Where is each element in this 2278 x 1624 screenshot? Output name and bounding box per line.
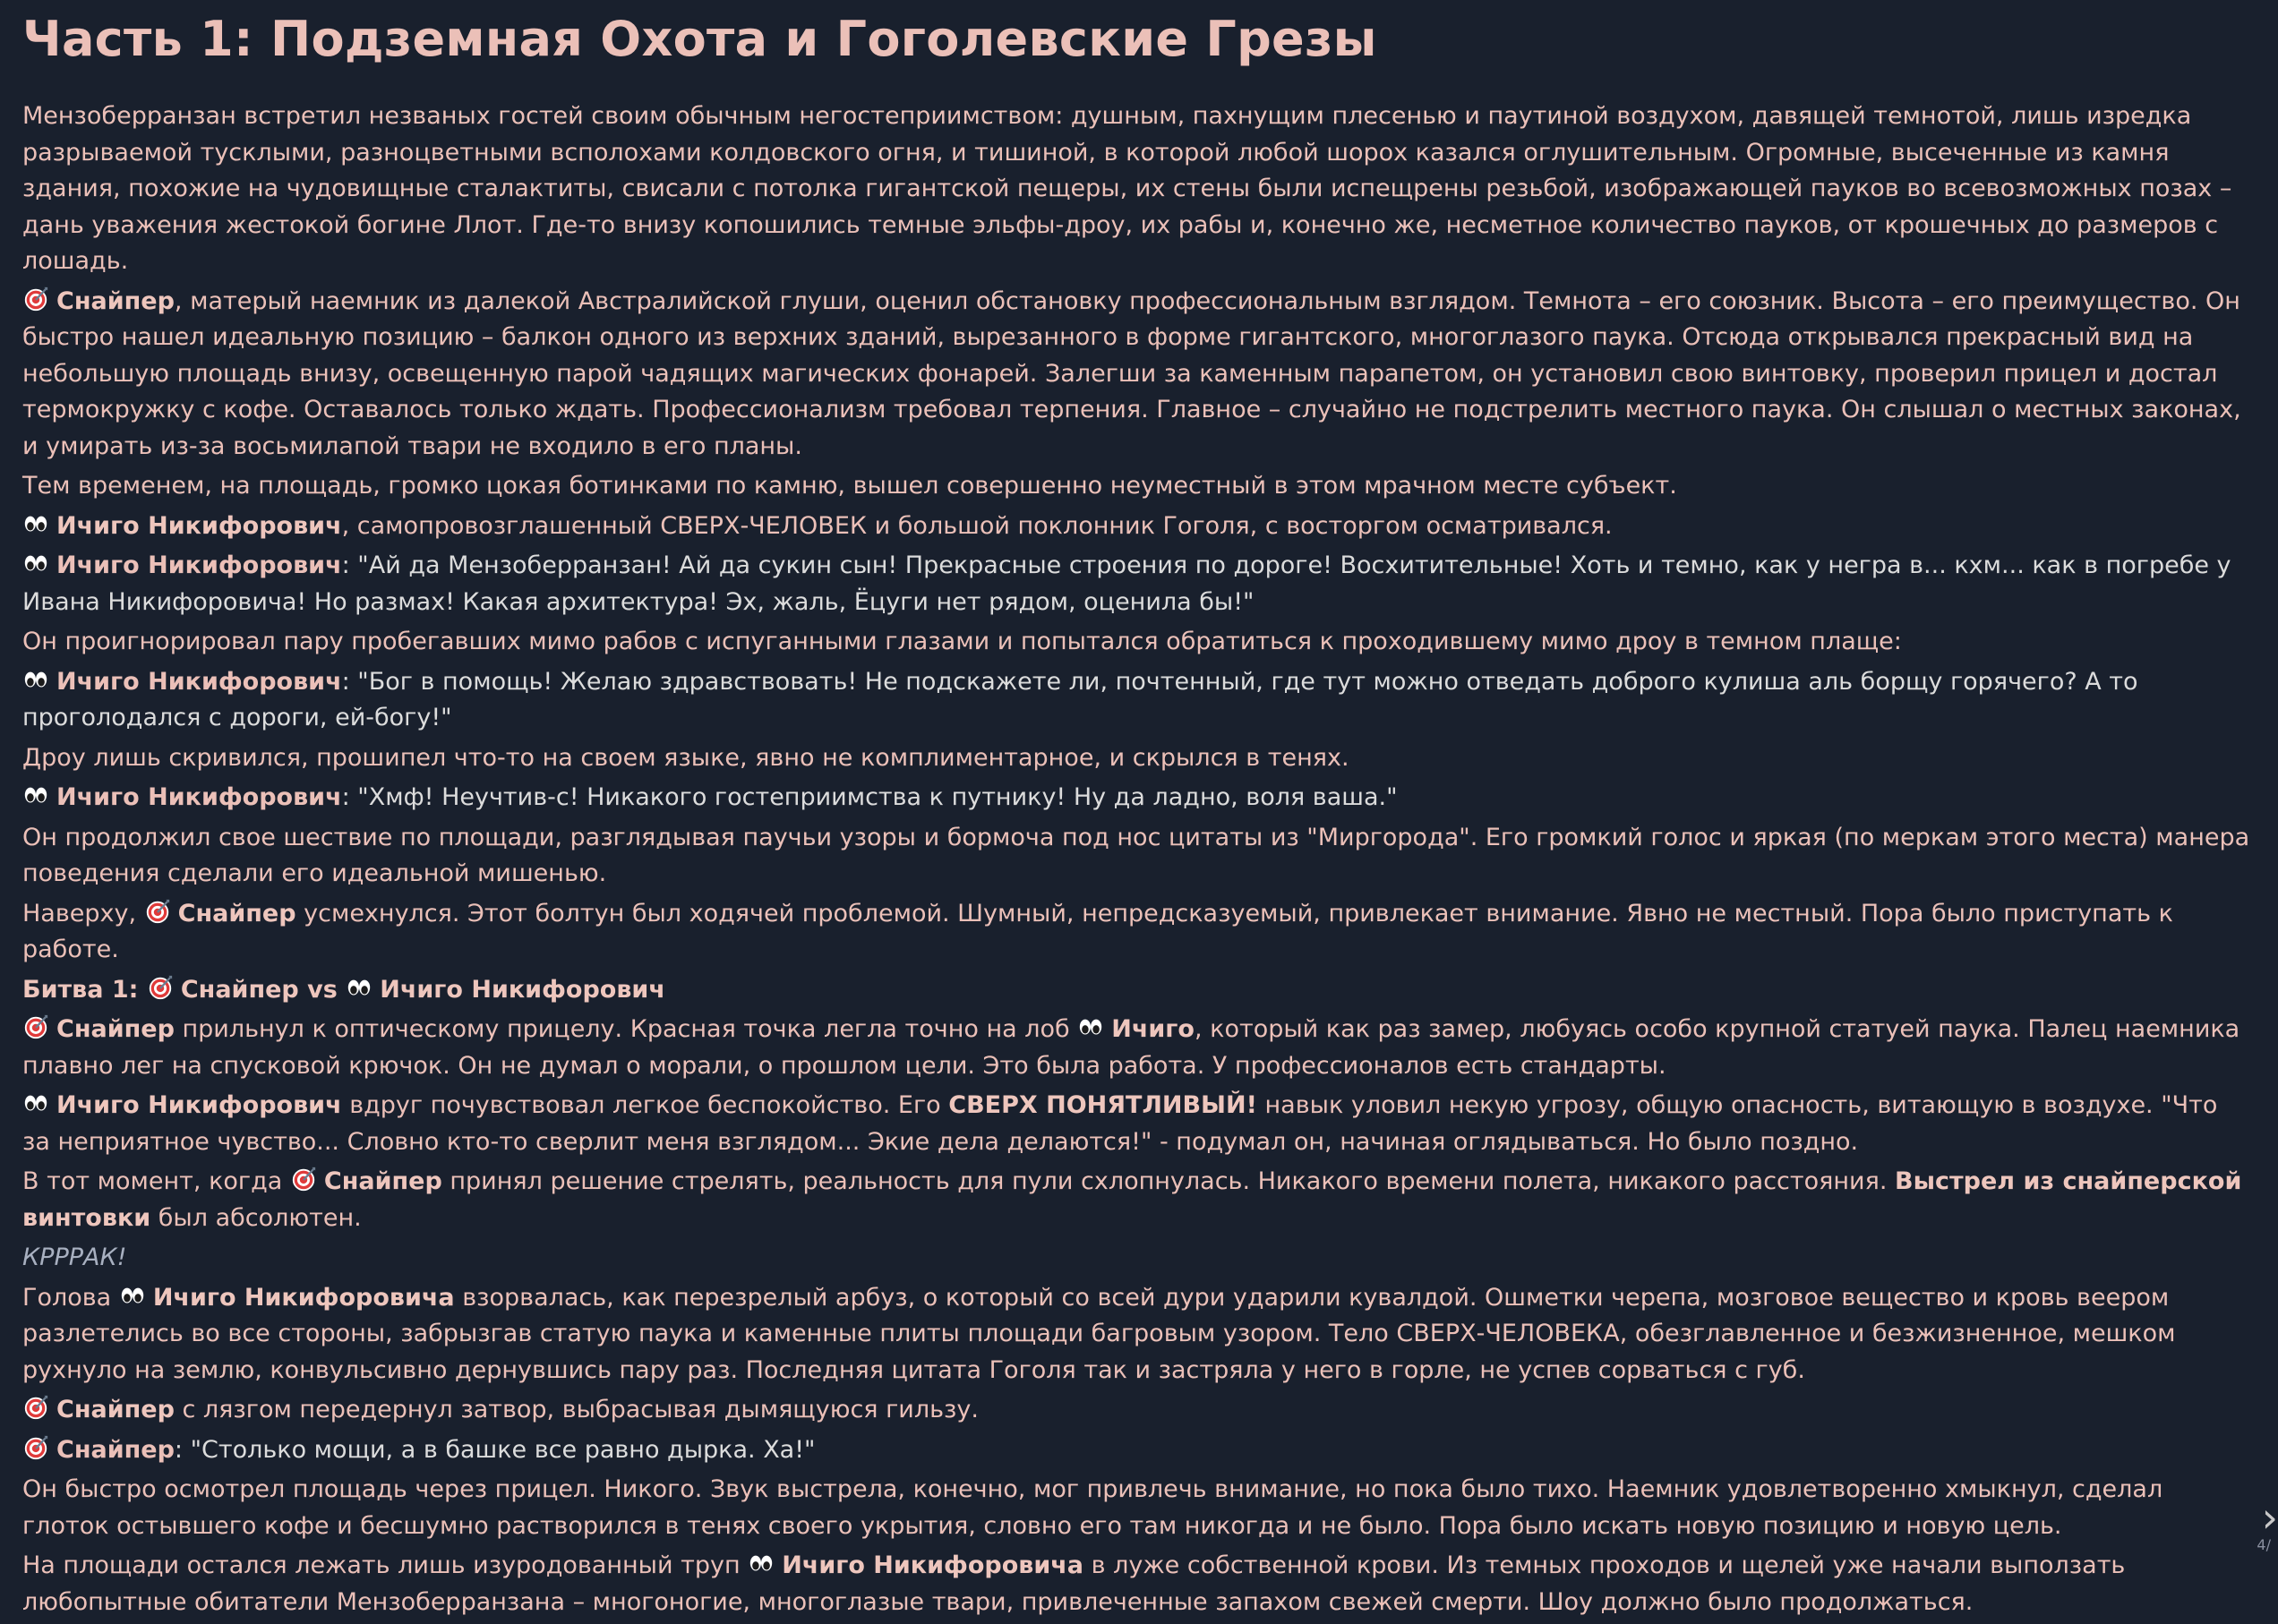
sniper-name: Снайпер [56,1015,175,1043]
dialogue-text: : "Хмф! Неучтив-с! Никакого гостеприимства к путнику! Ну да ладно, воля ваша." [341,783,1398,811]
paragraph-text: принял решение стрелять, реальность для пули схлопнулась. Никакого времени полета, никакого расстояния. [441,1167,1895,1195]
dialogue-sniper-1 [22,1432,2252,1469]
next-page-button[interactable]: › [2261,1493,2278,1542]
sniper-name: Снайпер [56,1396,175,1423]
paragraph-text: Голова [22,1283,119,1312]
battle-label: Битва 1: [22,975,147,1004]
eyes-icon [748,1550,775,1577]
paragraph-text: Тем временем, на площадь, громко цокая ботинками по камню, вышел совершенно неуместный в этом мрачном месте субъект. [22,472,1677,500]
paragraph-shot [22,1164,2252,1236]
page-indicator: 4/ [2257,1536,2271,1553]
dialogue-ichigo-1 [22,548,2252,620]
eyes-icon [22,666,49,693]
ichigo-name: Ичиго Никифорович [56,1091,342,1119]
target-icon [144,898,171,925]
shot-emphasis: Выстрел из снайперской винтовки [22,1167,2242,1232]
eyes-icon [1077,1013,1104,1040]
ichigo-name: Ичиго Никифорович [56,667,342,696]
target-icon [22,286,49,312]
battle-heading [22,972,2252,1009]
paragraph-text: , самопровозглашенный СВЕРХ-ЧЕЛОВЕК и большой поклонник Гоголя, с восторгом осматривался. [341,511,1613,540]
sniper-name: Снайпер [56,286,175,315]
paragraph-text: прильнул к оптическому прицелу. Красная точка легла точно на лоб [174,1015,1078,1043]
paragraph-text: навык уловил некую угрозу, общую опасность, витающую в воздухе. "Что за неприятное чувство... Словно кто-то сверлит меня взглядом... Экие дела делаются!" - подумал он, начиная оглядываться. Но было поздно. [22,1091,2218,1156]
target-icon [22,1013,49,1040]
dialogue-ichigo-2 [22,664,2252,737]
paragraph-text: , матерый наемник из далекой Австралийской глуши, оценил обстановку профессиональным взглядом. Темнота – его союзник. Высота – его преимущество. Он быстро нашел идеальную позицию – балкон одного из верхних зданий, вырезанного в форме гигантского, многоглазого паука. Отсюда открывался прекрасный вид на небольшую площадь внизу, освещенную парой чадящих магических фонарей. Залегши за каменным парапетом, он установил свою винтовку, проверил прицел и достал термокружку с кофе. Оставалось только ждать. Профессионализм требовал терпения. Главное – случайно не подстрелить местного паука. Он слышал о местных законах, и умирать из-за восьмилапой твари не входило в его планы. [22,286,2241,460]
eyes-icon [22,550,49,577]
paragraph-subject [22,468,2252,505]
ichigo-short-name: Ичиго [1111,1015,1195,1043]
sniper-name: Снайпер [180,975,299,1004]
paragraph-sniper-intro [22,284,2252,466]
dialogue-text: : "Бог в помощь! Желаю здравствовать! Не подскажете ли, почтенный, где тут можно отведать доброго кулиша аль борщу горячего? А то проголодался с дороги, ей-богу!" [22,667,2138,731]
paragraph-text: Он проигнорировал пару пробегавших мимо рабов с испуганными глазами и попытался обратиться к проходившему мимо дроу в темном плаще: [22,628,1902,655]
paragraph-text: Мензоберранзан встретил незваных гостей своим обычным негостеприимством: душным, пахнущим плесенью и паутиной воздухом, давящей темнотой, лишь изредка разрываемой тусклыми, разноцветными всполохами колдовского огня, и тишиной, в которой любой шорох казался оглушительным. Огромные, высеченные из камня здания, похожие на чудовищные сталактиты, свисали с потолка гигантской пещеры, их стены были испещрены резьбой, изображающей пауков во всевозможных позах – дань уважения жестокой богине Ллот. Где-то внизу копошились темные эльфы-дроу, их рабы и, конечно же, несметное количество пауков, от крошечных до размеров с лошадь. [22,102,2232,275]
ichigo-name: Ичиго Никифорович [56,511,342,540]
skill-name: СВЕРХ ПОНЯТЛИВЫЙ! [948,1091,1257,1119]
dialogue-ichigo-3 [22,780,2252,816]
sound-effect: КРРРАК! [22,1244,127,1271]
paragraph-text: Наверху, [22,899,144,927]
eyes-icon [22,1090,49,1116]
paragraph-ichigo-intro [22,509,2252,545]
eyes-icon [22,510,49,537]
paragraph-aim [22,1012,2252,1084]
ichigo-name: Ичиго Никифорович [380,975,665,1004]
battle-vs: vs [298,975,347,1004]
dialogue-text: : "Столько мощи, а в башке все равно дырка. Ха!" [174,1435,816,1464]
paragraph-drow [22,740,2252,777]
target-icon [22,1394,49,1421]
paragraph-text: с лязгом передернул затвор, выбрасывая дымящуюся гильзу. [174,1396,979,1423]
ichigo-gen-name: Ичиго Никифоровича [782,1551,1084,1579]
paragraph-text: вдруг почувствовал легкое беспокойство. Его [341,1091,949,1119]
eyes-icon [119,1282,146,1309]
ichigo-name: Ичиго Никифорович [56,783,342,811]
paragraph-vanish [22,1472,2252,1544]
paragraph-text: В тот момент, когда [22,1167,290,1195]
paragraph-text: Он быстро осмотрел площадь через прицел. Никого. Звук выстрела, конечно, мог привлечь внимание, но пока было тихо. Наемник удовлетворенно хмыкнул, сделал глоток остывшего кофе и бесшумно растворился в тенях своего укрытия, словно его там никогда и не было. Пора было искать новую позицию и новую цель. [22,1475,2163,1540]
paragraph-march [22,820,2252,893]
paragraph-reload [22,1392,2252,1429]
dialogue-text: : "Ай да Мензоберранзан! Ай да сукин сын! Прекрасные строения по дороге! Восхитительные! Хоть и темно, как у негра в... кхм... как в погребе у Ивана Никифоровича! Но размах! Какая архитектура! Эх, жаль, Ёцуги нет рядом, оценила бы!" [22,551,2231,616]
paragraph-text: в луже собственной крови. Из темных проходов и щелей уже начали выползать любопытные обитатели Мензоберранзана – многоногие, многоглазые твари, привлеченные запахом свежей смерти. Шоу должно было продолжаться. [22,1551,2126,1616]
ichigo-gen-name: Ичиго Никифоровича [152,1283,455,1312]
eyes-icon [346,974,373,1001]
eyes-icon [22,782,49,808]
paragraph-text: На площади остался лежать лишь изуродованный труп [22,1551,749,1579]
paragraph-headshot [22,1280,2252,1389]
paragraph-text: усмехнулся. Этот болтун был ходячей проблемой. Шумный, непредсказуемый, привлекает внимание. Явно не местный. Пора было приступать к работе. [22,899,2173,963]
paragraph-ignore [22,624,2252,661]
ichigo-name: Ичиго Никифорович [56,551,342,579]
page-title: Часть 1: Подземная Охота и Гоголевские Грезы [22,11,1377,67]
paragraph-sense [22,1088,2252,1160]
target-icon [290,1166,317,1192]
paragraph-ending [22,1548,2252,1620]
paragraph-intro [22,98,2252,280]
paragraph-text: был абсолютен. [150,1203,362,1232]
paragraph-text: Дроу лишь скривился, прошипел что-то на своем языке, явно не комплиментарное, и скрылся в тенях. [22,743,1349,772]
paragraph-text: , который как раз замер, любуясь особо крупной статуей паука. Палец наемника плавно лег на спусковой крючок. Он не думал о морали, о прошлом цели. Это была работа. У профессионалов есть стандарты. [22,1015,2240,1080]
paragraph-text: взорвалась, как перезрелый арбуз, о который со всей дури ударили кувалдой. Ошметки черепа, мозговое вещество и кровь веером разлетелись во все стороны, забрызгав статую паука и каменные плиты площади багровым узором. Тело СВЕРХ-ЧЕЛОВЕКА, обезглавленное и безжизненное, мешком рухнуло на землю, конвульсивно дернувшись пару раз. Последняя цитата Гоголя так и застряла у него в горле, не успев сорваться с губ. [22,1283,2176,1384]
paragraph-sniper-smirk [22,896,2252,969]
sniper-name: Снайпер [56,1435,175,1464]
target-icon [147,974,174,1001]
document-body [22,0,2252,1624]
paragraph-text: Он продолжил свое шествие по площади, разглядывая паучьи узоры и бормоча под нос цитаты из "Миргорода". Его громкий голос и яркая (по меркам этого места) манера поведения сделали его идеальной мишенью. [22,823,2250,887]
target-icon [22,1434,49,1461]
sniper-name: Снайпер [323,1167,442,1195]
sniper-name: Снайпер [177,899,296,927]
